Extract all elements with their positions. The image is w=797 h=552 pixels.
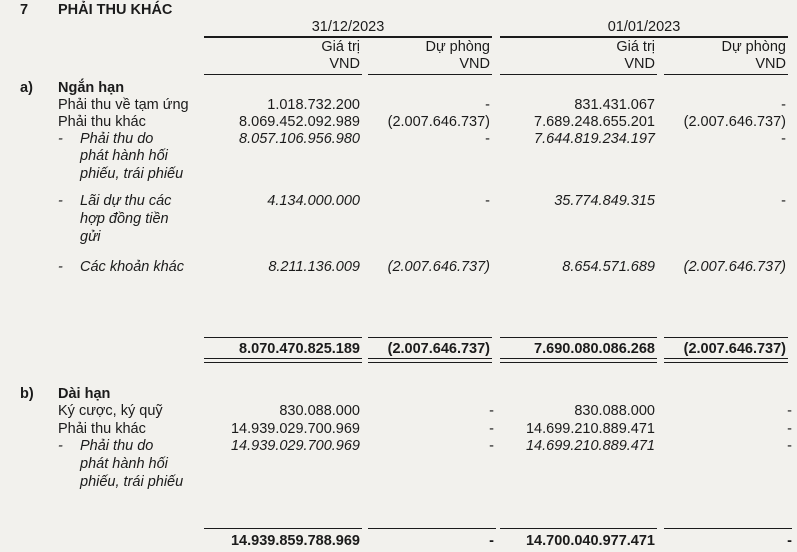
row-label: phiếu, trái phiếu [80, 166, 184, 182]
value-prior: 14.699.210.889.471 [525, 421, 655, 437]
total-provision-prior: (2.007.646.737) [683, 341, 786, 357]
total-rule [204, 528, 362, 529]
provision-prior: - [781, 193, 786, 209]
total-rule [204, 337, 362, 338]
row-label: Ký cược, ký quỹ [58, 403, 163, 419]
value-current: 4.134.000.000 [267, 193, 360, 209]
value-current: 14.939.029.700.969 [230, 438, 360, 454]
col-value-current: Giá trị [321, 39, 360, 55]
row-label: gửi [80, 229, 101, 245]
row-label: phát hành hối [80, 456, 168, 472]
section-number: 7 [20, 2, 29, 18]
value-current: 14.939.029.700.969 [230, 421, 360, 437]
value-current: 830.088.000 [279, 403, 360, 419]
section-title: PHẢI THU KHÁC [58, 2, 173, 18]
total-double-rule [204, 358, 362, 363]
period-current-rule [204, 36, 492, 38]
row-bullet: - [58, 438, 63, 454]
total-provision-current: (2.007.646.737) [387, 341, 490, 357]
row-bullet: - [58, 193, 63, 209]
row-label: phiếu, trái phiếu [80, 474, 184, 490]
row-label: hợp đồng tiền [80, 211, 169, 227]
total-rule [368, 337, 492, 338]
total-double-rule [664, 358, 788, 363]
provision-prior: (2.007.646.737) [683, 259, 786, 275]
value-prior: 7.644.819.234.197 [534, 131, 655, 147]
provision-current: (2.007.646.737) [387, 259, 490, 275]
provision-prior: - [781, 97, 786, 113]
value-prior: 831.431.067 [574, 97, 655, 113]
total-value-current: 14.939.859.788.969 [230, 533, 360, 549]
total-provision-prior: - [787, 533, 792, 549]
total-rule [664, 528, 792, 529]
value-prior: 8.654.571.689 [562, 259, 655, 275]
header-rule [500, 74, 657, 75]
total-rule [500, 528, 657, 529]
value-current: 8.069.452.092.989 [239, 114, 360, 130]
provision-current: - [485, 97, 490, 113]
row-label: Phải thu do [80, 438, 154, 454]
provision-prior: - [787, 438, 792, 454]
provision-prior: - [781, 131, 786, 147]
period-prior: 01/01/2023 [607, 19, 681, 35]
col-unit-provision-prior: VND [755, 56, 786, 72]
col-provision-prior: Dự phòng [721, 39, 786, 55]
total-value-current: 8.070.470.825.189 [239, 341, 360, 357]
col-value-prior: Giá trị [616, 39, 655, 55]
total-value-prior: 7.690.080.086.268 [534, 341, 655, 357]
provision-current: (2.007.646.737) [387, 114, 490, 130]
total-rule [664, 337, 788, 338]
total-double-rule [500, 358, 657, 363]
col-unit-provision-current: VND [459, 56, 490, 72]
col-unit-value-current: VND [329, 56, 360, 72]
value-prior: 35.774.849.315 [554, 193, 655, 209]
long-term-title: Dài hạn [58, 386, 111, 402]
header-rule [204, 74, 362, 75]
value-prior: 14.699.210.889.471 [525, 438, 655, 454]
total-rule [500, 337, 657, 338]
row-label: Phải thu do [80, 131, 154, 147]
provision-prior: - [787, 421, 792, 437]
provision-current: - [489, 438, 494, 454]
row-label: phát hành hối [80, 148, 168, 164]
row-bullet: - [58, 131, 63, 147]
header-rule [368, 74, 492, 75]
provision-prior: (2.007.646.737) [683, 114, 786, 130]
total-rule [368, 528, 496, 529]
value-current: 8.057.106.956.980 [239, 131, 360, 147]
total-double-rule [368, 358, 492, 363]
value-prior: 7.689.248.655.201 [534, 114, 655, 130]
total-value-prior: 14.700.040.977.471 [525, 533, 655, 549]
short-term-title: Ngắn hạn [58, 80, 125, 96]
value-current: 8.211.136.009 [268, 259, 360, 275]
short-term-label: a) [20, 80, 33, 96]
row-label: Phải thu khác [58, 114, 146, 130]
col-provision-current: Dự phòng [425, 39, 490, 55]
provision-current: - [489, 421, 494, 437]
value-current: 1.018.732.200 [267, 97, 360, 113]
row-label: Lãi dự thu các [80, 193, 172, 209]
provision-current: - [485, 131, 490, 147]
period-prior-rule [500, 36, 788, 38]
provision-current: - [485, 193, 490, 209]
total-provision-current: - [489, 533, 494, 549]
header-rule [664, 74, 788, 75]
period-current: 31/12/2023 [311, 19, 385, 35]
long-term-label: b) [20, 386, 34, 402]
value-prior: 830.088.000 [574, 403, 655, 419]
col-unit-value-prior: VND [624, 56, 655, 72]
row-bullet: - [58, 259, 63, 275]
provision-current: - [489, 403, 494, 419]
provision-prior: - [787, 403, 792, 419]
row-label: Các khoản khác [80, 259, 184, 275]
row-label: Phải thu khác [58, 421, 146, 437]
row-label: Phải thu về tạm ứng [58, 97, 189, 113]
